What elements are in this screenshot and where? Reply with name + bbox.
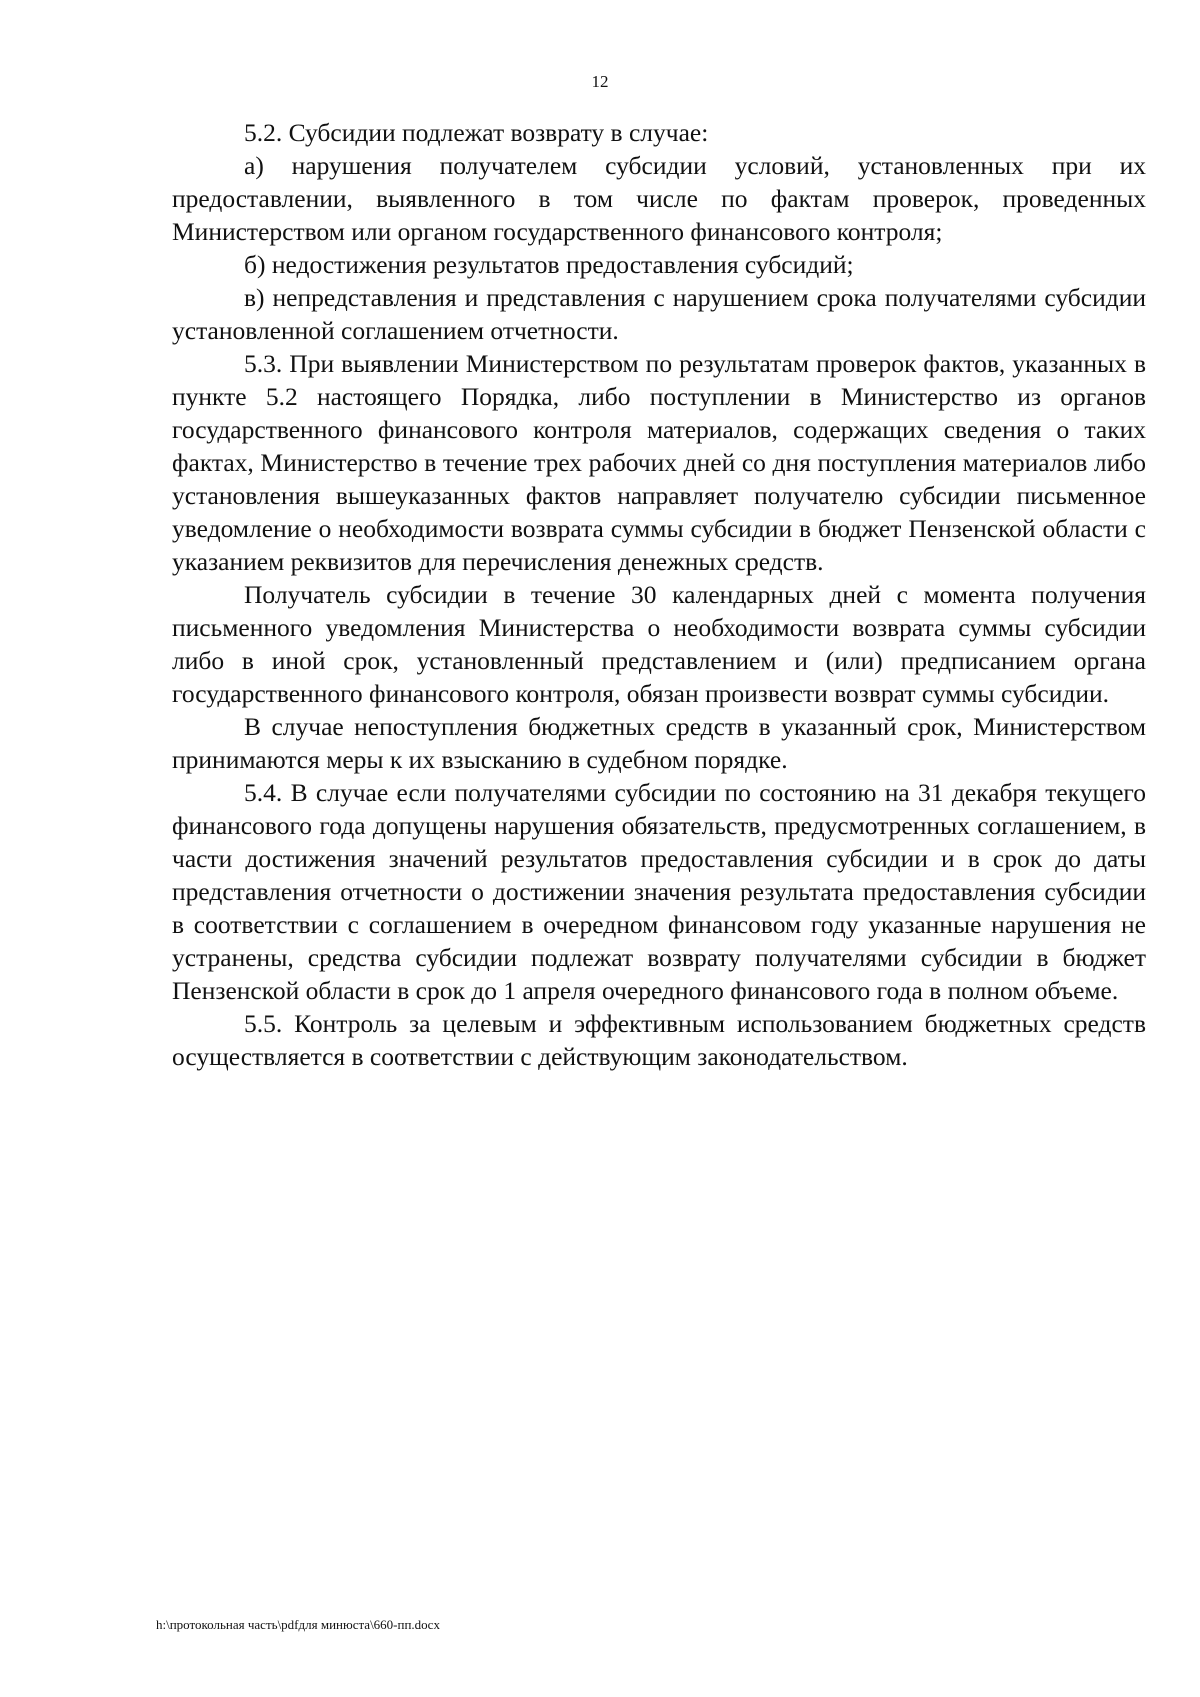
paragraph-5-2-a: а) нарушения получателем субсидии условий, установленных при их предоставлении, выявленного в том числе по фактам проверок, проведенных Министерством или органом государственного финансового контроля; — [172, 151, 1146, 246]
footer-file-path: h:\протокольная часть\pdfдля минюста\660-пп.docx — [156, 1617, 440, 1632]
paragraph-5-3-recipient: Получатель субсидии в течение 30 календарных дней с момента получения письменного уведомления Министерства о необходимости возврата суммы субсидии либо в иной срок, установленный представлением и (или) предписанием органа государственного финансового контроля, обязан произвести возврат суммы субсидии. — [172, 580, 1146, 708]
paragraph-5-2-v: в) непредставления и представления с нарушением срока получателями субсидии установленной соглашением отчетности. — [172, 283, 1146, 345]
document-body — [172, 116, 1146, 1073]
paragraph-5-2-b: б) недостижения результатов предоставления субсидий; — [244, 250, 854, 279]
paragraph-5-5: 5.5. Контроль за целевым и эффективным использованием бюджетных средств осуществляется в соответствии с действующим законодательством. — [172, 1009, 1146, 1071]
paragraph-5-2-heading: 5.2. Субсидии подлежат возврату в случае: — [244, 118, 709, 147]
page-number: 12 — [591, 72, 609, 91]
paragraph-5-3: 5.3. При выявлении Министерством по результатам проверок фактов, указанных в пункте 5.2 настоящего Порядка, либо поступлении в Министерство из органов государственного финансового контроля материалов, содержащих сведения о таких фактах, Министерство в течение трех рабочих дней со дня поступления материалов либо установления вышеуказанных фактов направляет получателю субсидии письменное уведомление о необходимости возврата суммы субсидии в бюджет Пензенской области с указанием реквизитов для перечисления денежных средств. — [172, 349, 1146, 576]
paragraph-5-4: 5.4. В случае если получателями субсидии по состоянию на 31 декабря текущего финансового года допущены нарушения обязательств, предусмотренных соглашением, в части достижения значений результатов предоставления субсидии и в срок до даты представления отчетности о достижении значения результата предоставления субсидии в соответствии с соглашением в очередном финансовом году указанные нарушения не устранены, средства субсидии подлежат возврату получателями субсидии в бюджет Пензенской области в срок до 1 апреля очередного финансового года в полном объеме. — [172, 778, 1146, 1005]
paragraph-5-3-nonreceipt: В случае непоступления бюджетных средств в указанный срок, Министерством принимаются меры к их взысканию в судебном порядке. — [172, 712, 1146, 774]
